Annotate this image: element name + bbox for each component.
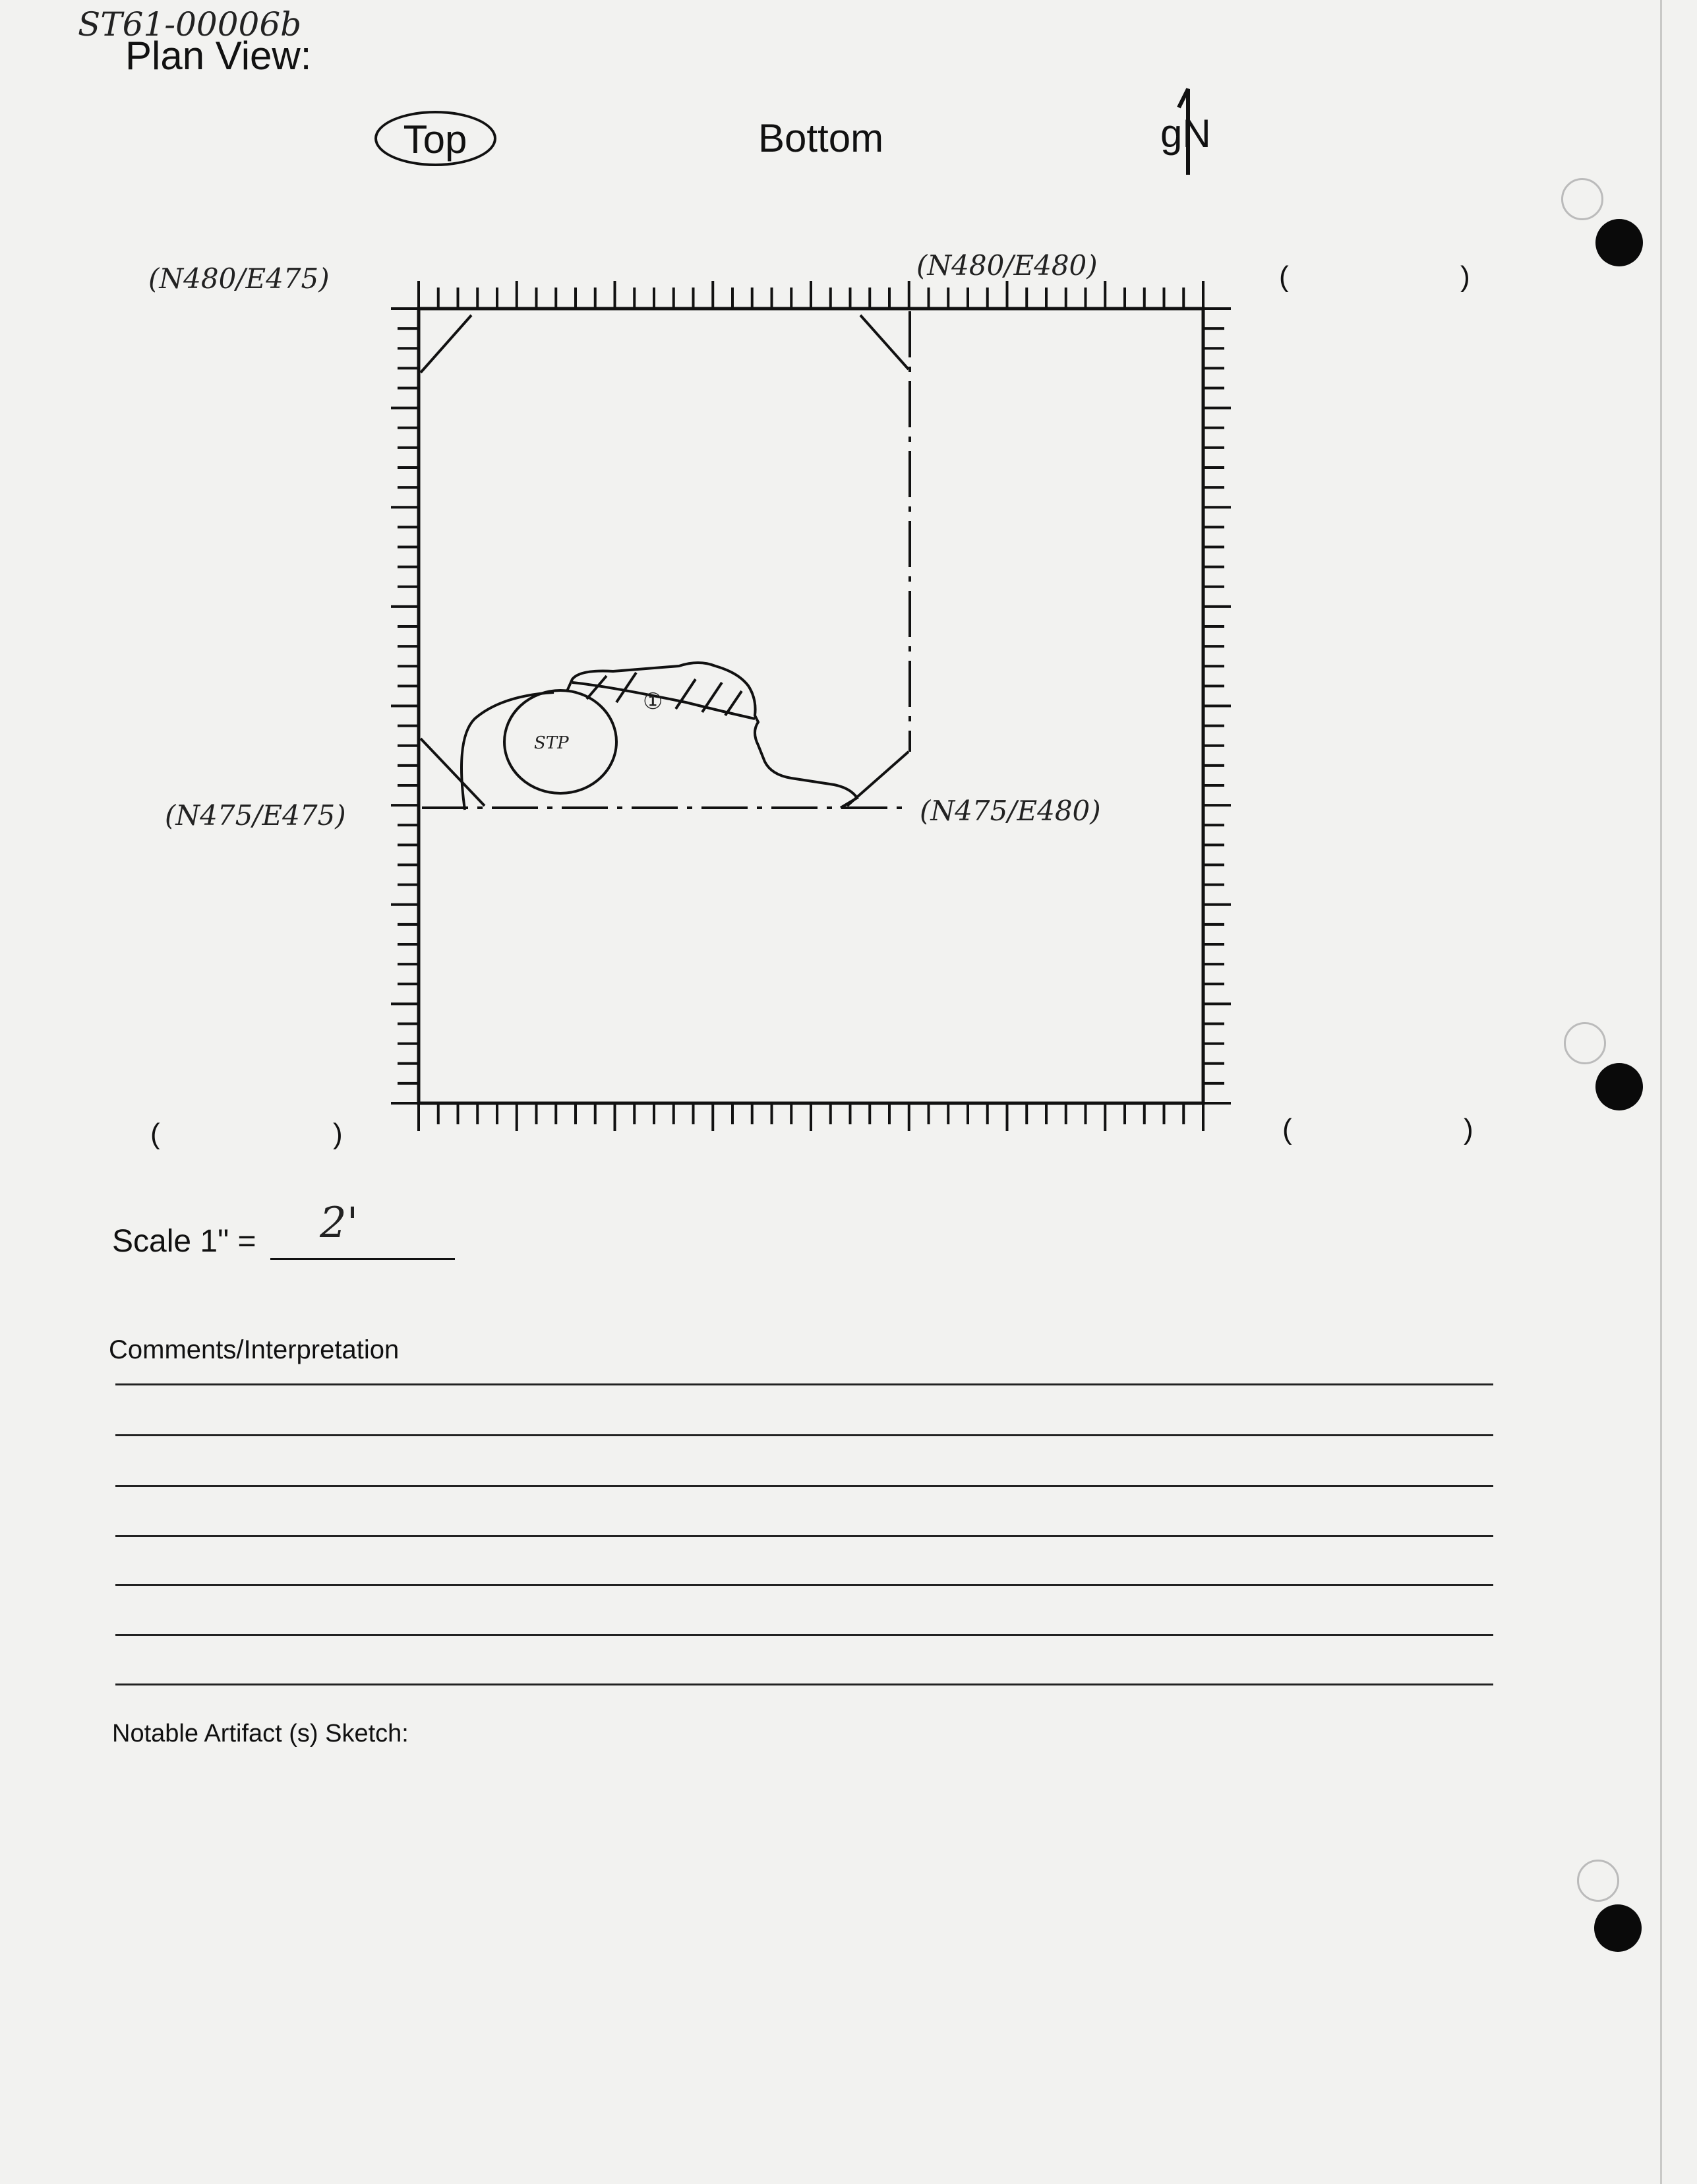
grid-ticks-top (419, 281, 1203, 309)
comment-line[interactable] (115, 1383, 1493, 1385)
punch-hole (1595, 1063, 1643, 1110)
punch-hole-ring (1577, 1860, 1619, 1902)
feature-label: ① (643, 688, 663, 715)
stp-sketch (461, 663, 857, 810)
unit-outline (422, 311, 910, 808)
comment-line[interactable] (115, 1485, 1493, 1487)
scale-value: 2' (320, 1199, 359, 1248)
paren-close: ) (333, 1118, 343, 1150)
comment-line[interactable] (115, 1634, 1493, 1636)
scale-underline (270, 1258, 455, 1260)
stp-label: STP (534, 733, 569, 753)
bottom-option[interactable]: Bottom (758, 116, 884, 160)
comment-line[interactable] (115, 1535, 1493, 1537)
grid-frame (419, 309, 1203, 1103)
punch-hole-ring (1561, 178, 1603, 220)
punch-hole (1594, 1904, 1642, 1952)
paren-close: ) (1460, 260, 1470, 293)
punch-hole-ring (1564, 1022, 1606, 1064)
corner-coordinate-se: (N475/E480) (920, 795, 1101, 827)
plan-view-label: Plan View: (125, 34, 312, 78)
paren-open: ( (1279, 260, 1289, 293)
corner-coordinate-sw: (N475/E475) (165, 799, 346, 832)
corner-coordinate-ne: (N480/E480) (916, 249, 1098, 282)
comment-line[interactable] (115, 1684, 1493, 1685)
corner-coordinate-nw: (N480/E475) (148, 262, 330, 295)
paren-open: ( (150, 1118, 160, 1150)
punch-hole (1595, 219, 1643, 266)
grid-ticks-bottom (419, 1103, 1203, 1131)
scale-label: Scale 1" = (112, 1224, 256, 1259)
paren-close: ) (1464, 1113, 1474, 1145)
grid-ticks-right (1203, 309, 1231, 1103)
comment-line[interactable] (115, 1584, 1493, 1586)
corner-diagonals (421, 315, 908, 806)
comment-line[interactable] (115, 1434, 1493, 1436)
comments-label: Comments/Interpretation (109, 1335, 400, 1364)
scale-value-field[interactable] (267, 1194, 455, 1256)
grid-ticks-left (391, 309, 419, 1103)
top-option[interactable]: Top (403, 117, 467, 162)
grid-north-label: gN (1160, 111, 1211, 156)
artifact-sketch-label: Notable Artifact (s) Sketch: (112, 1720, 409, 1747)
paren-open: ( (1282, 1113, 1292, 1145)
scan-id: ST61-00006b (78, 5, 302, 44)
